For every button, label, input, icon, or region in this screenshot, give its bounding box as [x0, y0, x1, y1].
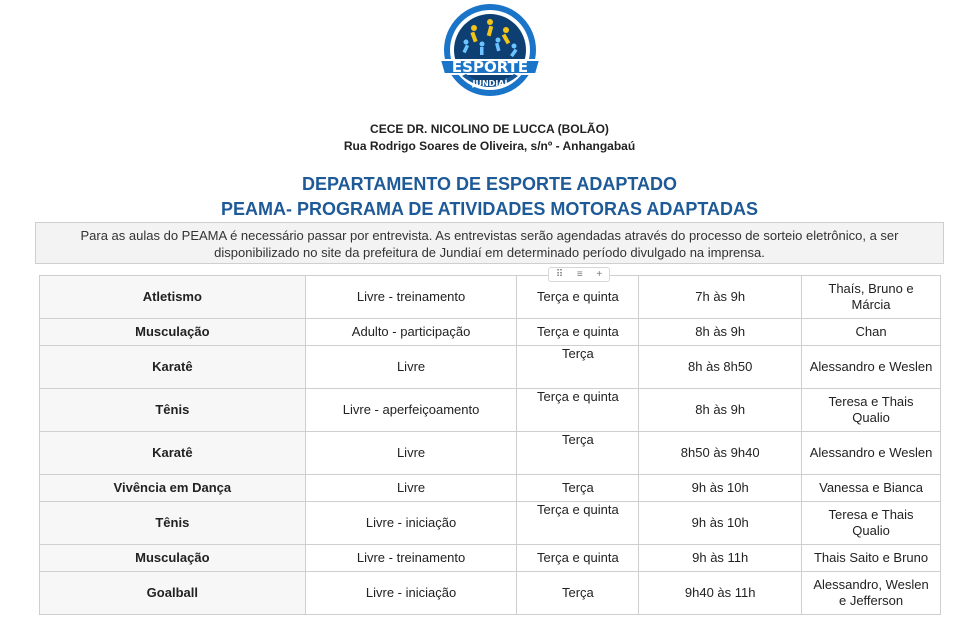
modality-cell: Musculação — [40, 319, 306, 346]
teachers-cell: Alessandro e Weslen — [802, 432, 941, 475]
hours-cell: 8h às 8h50 — [639, 346, 802, 389]
teachers-cell: Vanessa e Bianca — [802, 475, 941, 502]
schedule-table — [39, 275, 941, 615]
days-cell: Terça — [517, 432, 639, 475]
table-row — [40, 572, 941, 615]
days-cell: Terça e quinta — [517, 502, 639, 545]
level-cell: Livre — [305, 475, 517, 502]
department-title: DEPARTAMENTO DE ESPORTE ADAPTADO — [301, 174, 678, 194]
drag-handle-icon[interactable]: ⠿ — [555, 269, 564, 280]
modality-cell: Atletismo — [40, 276, 306, 319]
table-row — [40, 346, 941, 389]
modality-cell: Musculação — [40, 545, 306, 572]
level-cell: Livre - treinamento — [305, 545, 517, 572]
table-row — [40, 319, 941, 346]
table-row — [40, 389, 941, 432]
school-address: Rua Rodrigo Soares de Oliveira, s/nº - Anhangabaú — [343, 139, 636, 153]
modality-cell: Karatê — [40, 432, 306, 475]
days-cell: Terça e quinta — [517, 319, 639, 346]
level-cell: Livre - treinamento — [305, 276, 517, 319]
add-icon[interactable]: + — [596, 269, 603, 280]
hours-cell: 9h às 10h — [639, 475, 802, 502]
teachers-cell: Thais Saito e Bruno — [802, 545, 941, 572]
table-row — [40, 432, 941, 475]
modality-cell: Tênis — [40, 389, 306, 432]
hours-cell: 9h40 às 11h — [639, 572, 802, 615]
level-cell: Livre - iniciação — [305, 502, 517, 545]
days-cell: Terça — [517, 572, 639, 615]
days-cell: Terça — [517, 346, 639, 389]
teachers-cell: Alessandro, Weslen e Jefferson — [802, 572, 941, 615]
level-cell: Livre - iniciação — [305, 572, 517, 615]
logo-graphic — [432, 2, 548, 106]
days-cell: Terça e quinta — [517, 545, 639, 572]
esporte-jundiai-logo — [432, 2, 548, 106]
hours-cell: 7h às 9h — [639, 276, 802, 319]
table-toolbar — [548, 267, 610, 282]
days-cell: Terça e quinta — [517, 276, 639, 319]
teachers-cell: Teresa e Thais Qualio — [802, 502, 941, 545]
days-cell: Terça — [517, 475, 639, 502]
hours-cell: 9h às 11h — [639, 545, 802, 572]
teachers-cell: Teresa e Thais Qualio — [802, 389, 941, 432]
teachers-cell: Alessandro e Weslen — [802, 346, 941, 389]
level-cell: Livre — [305, 346, 517, 389]
level-cell: Livre - aperfeiçoamento — [305, 389, 517, 432]
level-cell: Adulto - participação — [305, 319, 517, 346]
level-cell: Livre — [305, 432, 517, 475]
hours-cell: 8h às 9h — [639, 389, 802, 432]
interview-notice: Para as aulas do PEAMA é necessário passar por entrevista. As entrevistas serão agendadas através do processo de sorteio eletrônico, a ser disponibilizado no site da prefeitura de Jundiaí em determinado período divulgado na imprensa. — [35, 222, 944, 264]
modality-cell: Tênis — [40, 502, 306, 545]
modality-cell: Karatê — [40, 346, 306, 389]
table-row — [40, 475, 941, 502]
table-row — [40, 502, 941, 545]
hours-cell: 8h às 9h — [639, 319, 802, 346]
teachers-cell: Thaís, Bruno e Márcia — [802, 276, 941, 319]
modality-cell: Goalball — [40, 572, 306, 615]
teachers-cell: Chan — [802, 319, 941, 346]
table-row — [40, 276, 941, 319]
hours-cell: 9h às 10h — [639, 502, 802, 545]
school-name: CECE DR. NICOLINO DE LUCCA (BOLÃO) — [370, 122, 609, 136]
hours-cell: 8h50 às 9h40 — [639, 432, 802, 475]
days-cell: Terça e quinta — [517, 389, 639, 432]
logo-city: JUNDIAÍ — [472, 79, 508, 88]
table-row — [40, 545, 941, 572]
modality-cell: Vivência em Dança — [40, 475, 306, 502]
program-title: PEAMA- PROGRAMA DE ATIVIDADES MOTORAS ADAPTADAS — [220, 199, 758, 219]
logo-word: ESPORTE — [451, 58, 529, 76]
sort-icon[interactable]: ≡ — [576, 269, 583, 280]
